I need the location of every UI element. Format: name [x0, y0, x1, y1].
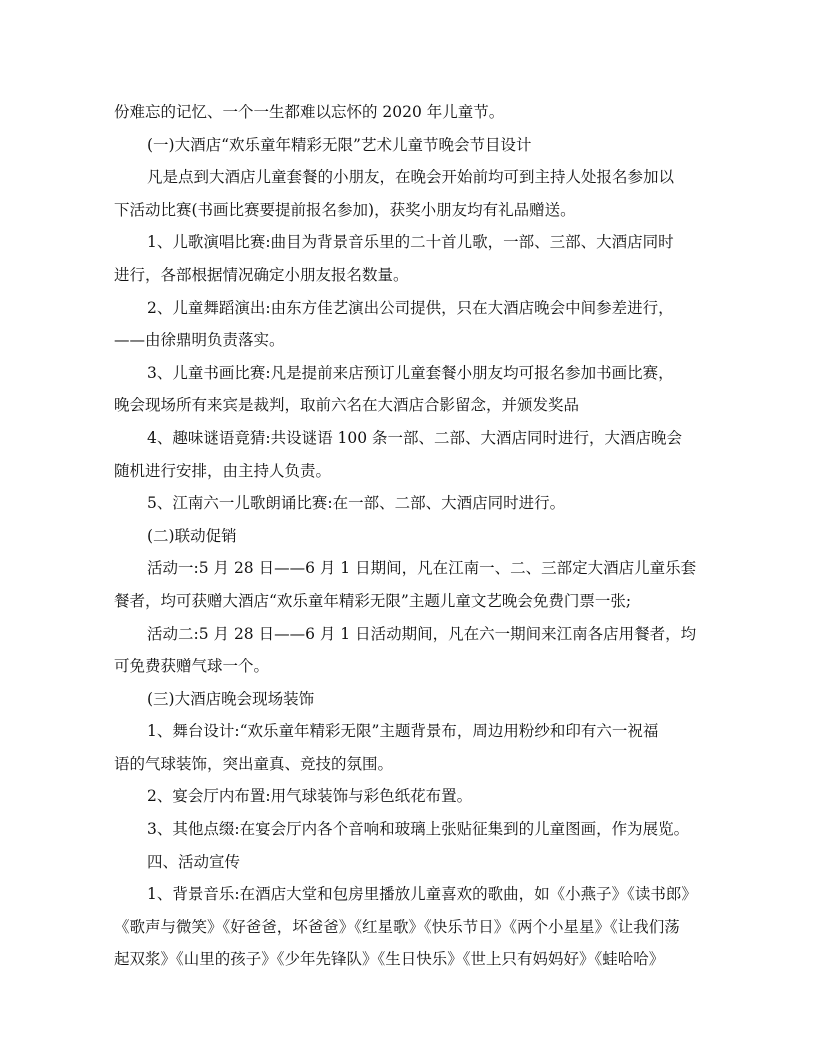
- promotion-two: 活动二:5 月 28 日——6 月 1 日活动期间，凡在六一期间来江南各店用餐者，均: [147, 624, 697, 643]
- list-item-5: 5、江南六一儿歌朗诵比赛:在一部、二部、大酒店同时进行。: [147, 494, 566, 513]
- section-heading: (一)大酒店“欢乐童年精彩无限”艺术儿童节晚会节目设计: [147, 135, 532, 154]
- list-item-3: 3、儿童书画比赛:凡是提前来店预订儿童套餐小朋友均可报名参加书画比赛，: [147, 363, 674, 382]
- promotion-item-1-continued: 《歌声与微笑》《好爸爸，坏爸爸》《红星歌》《快乐节日》《两个小星星》《让我们荡: [114, 917, 680, 936]
- decoration-item-1: 1、舞台设计:“欢乐童年精彩无限”主题背景布，周边用粉纱和印有六一祝福: [147, 722, 659, 741]
- promotion-item-1: 1、背景音乐:在酒店大堂和包房里播放儿童喜欢的歌曲，如《小燕子》《读书郎》: [147, 885, 697, 904]
- text-line: 份难忘的记忆、一个一生都难以忘怀的 2020 年儿童节。: [114, 103, 505, 121]
- paragraph-line: 凡是点到大酒店儿童套餐的小朋友，在晚会开始前均可到主持人处报名参加以: [147, 168, 675, 187]
- list-item-3-continued: 晚会现场所有来宾是裁判，取前六名在大酒店合影留念，并颁发奖品: [114, 396, 580, 415]
- document-body: [114, 96, 704, 976]
- decoration-item-1-continued: 语的气球装饰，突出童真、竞技的氛围。: [114, 754, 394, 773]
- promotion-one-continued: 餐者，均可获赠大酒店“欢乐童年精彩无限”主题儿童文艺晚会免费门票一张;: [114, 591, 632, 610]
- promotion-one: 活动一:5 月 28 日——6 月 1 日期间，凡在江南一、二、三部定大酒店儿童乐套: [147, 559, 697, 578]
- paragraph-line: 下活动比赛(书画比赛要提前报名参加)，获奖小朋友均有礼品赠送。: [114, 200, 576, 219]
- list-item-1: 1、儿歌演唱比赛:曲目为背景音乐里的二十首儿歌，一部、三部、大酒店同时: [147, 233, 674, 252]
- section-heading: 四、活动宣传: [147, 852, 241, 871]
- list-item-4-continued: 随机进行安排，由主持人负责。: [114, 461, 332, 480]
- list-item-4: 4、趣味谜语竟猜:共设谜语 100 条一部、二部、大酒店同时进行，大酒店晚会: [147, 428, 683, 447]
- decoration-item-3: 3、其他点缀:在宴会厅内各个音响和玻璃上张贴征集到的儿童图画，作为展览。: [147, 820, 690, 839]
- decoration-item-2: 2、宴会厅内布置:用气球装饰与彩色纸花布置。: [147, 787, 473, 806]
- section-heading: (二)联动促销: [147, 526, 237, 545]
- list-item-2-continued: ——由徐鼎明负责落实。: [114, 331, 285, 350]
- list-item-2: 2、儿童舞蹈演出:由东方佳艺演出公司提供，只在大酒店晚会中间参差进行，: [147, 298, 674, 317]
- promotion-item-1-continued: 起双浆》《山里的孩子》《少年先锋队》《生日快乐》《世上只有妈妈好》《蛙哈哈》: [114, 950, 665, 969]
- section-heading: (三)大酒店晚会现场装饰: [147, 689, 315, 708]
- promotion-two-continued: 可免费获赠气球一个。: [114, 657, 270, 676]
- list-item-1-continued: 进行，各部根据情况确定小朋友报名数量。: [114, 265, 409, 284]
